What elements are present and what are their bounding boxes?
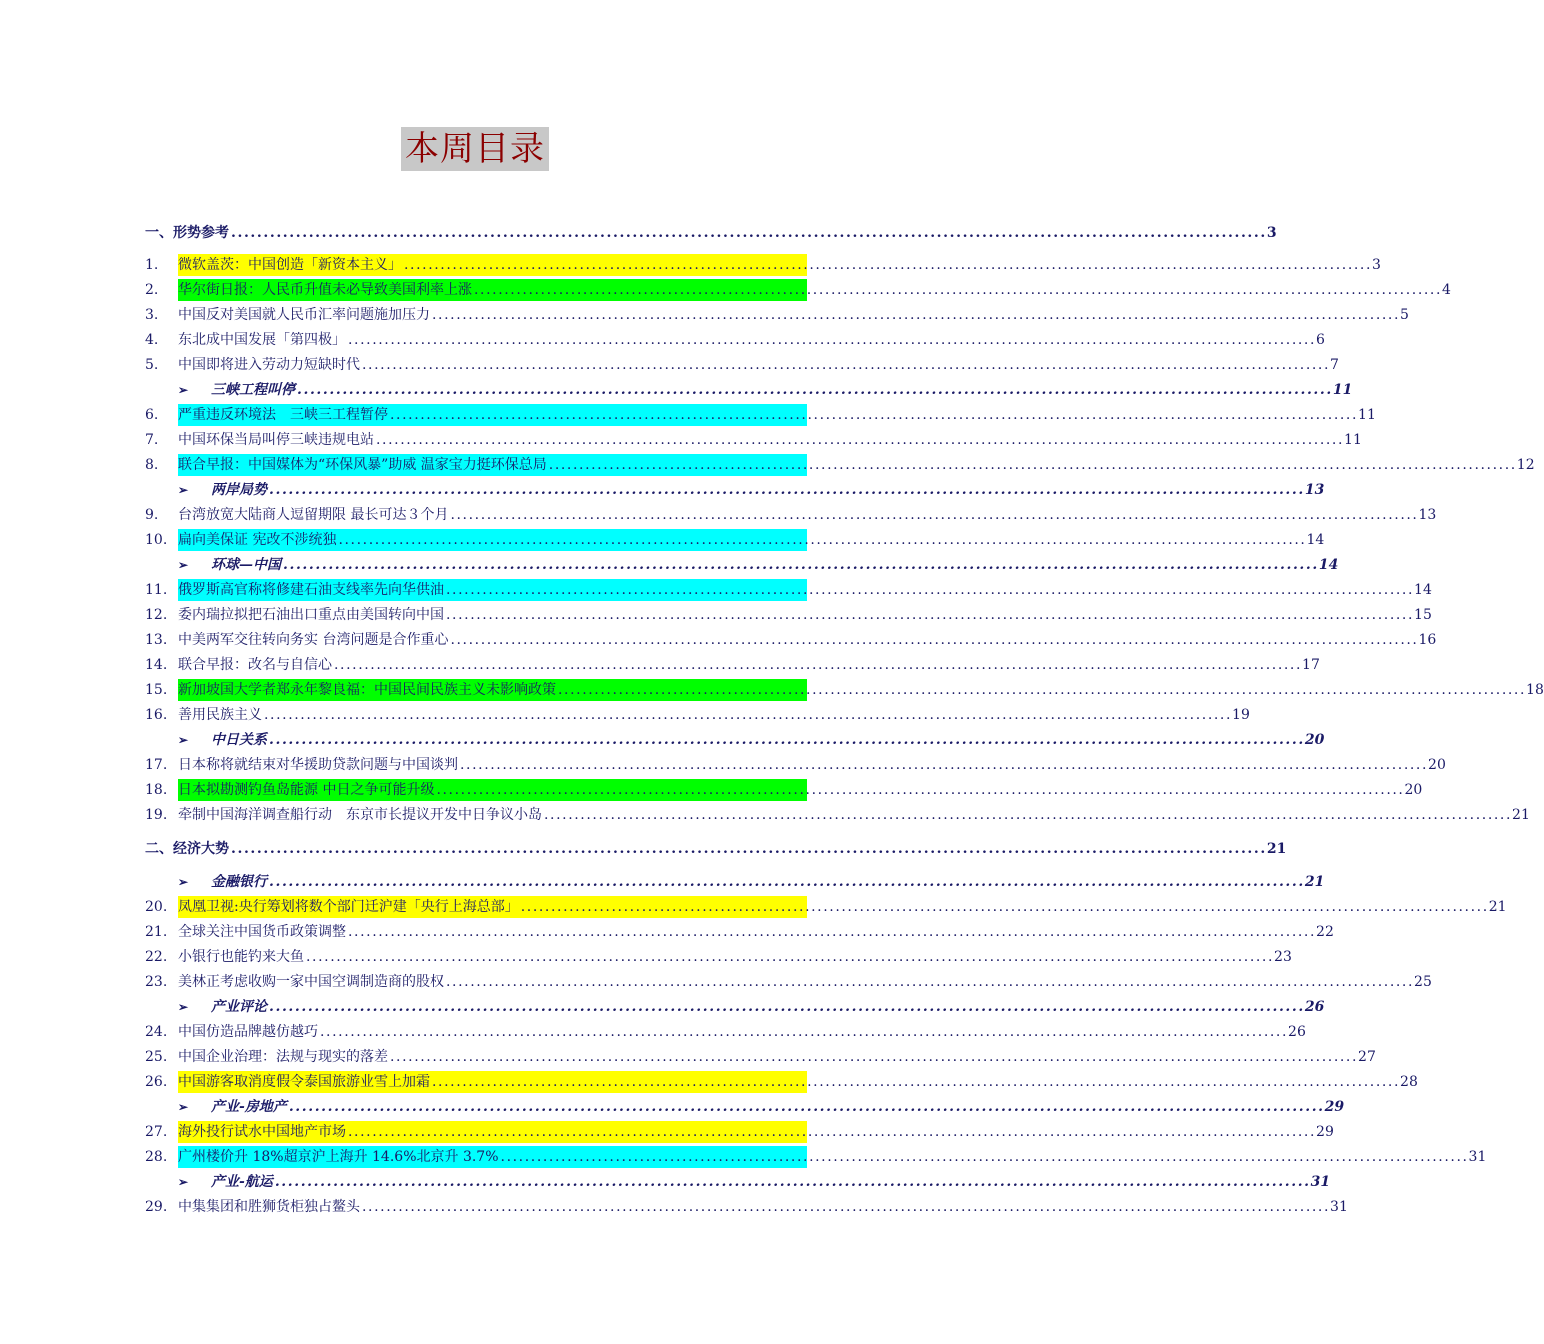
leader-dots: ................................................................................................................................................................: [306, 949, 1275, 965]
toc-entry[interactable]: [145, 1071, 1418, 1093]
toc-entry[interactable]: [145, 579, 1432, 601]
arrow-bullet-icon: ➢: [178, 383, 189, 397]
leader-dots: ................................................................................................................................................................: [390, 1049, 1359, 1065]
page-number: 25: [1414, 974, 1432, 990]
leader-dots: ................................................................................................................................................................: [348, 1124, 1317, 1140]
entry-line: [178, 529, 1325, 551]
leader-dots: ................................................................................................................................................................: [274, 1174, 1311, 1190]
toc-entry[interactable]: [145, 329, 1325, 351]
toc-entry[interactable]: [145, 404, 1376, 426]
page-title: 本周目录: [401, 127, 549, 171]
page-number: 11: [1358, 407, 1376, 423]
entry-number: 10.: [145, 532, 168, 548]
toc-entry[interactable]: [145, 921, 1334, 943]
entry-line: [178, 454, 1535, 476]
leader-dots: ................................................................................................................................................................: [362, 357, 1331, 373]
entry-line: [178, 404, 1376, 426]
entry-title: 凤凰卫视:央行筹划将数个部门迁沪建「央行上海总部」: [178, 899, 519, 915]
entry-number: 16.: [145, 707, 168, 723]
entry-title: 善用民族主义: [178, 707, 262, 723]
leader-dots: ................................................................................................................................................................: [348, 924, 1317, 940]
entry-line: [178, 429, 1362, 451]
leader-dots: ................................................................................................................................................................: [269, 999, 1305, 1015]
page-number: 23: [1274, 949, 1292, 965]
toc-subsection[interactable]: [145, 871, 1325, 893]
leader-dots: ................................................................................................................................................................: [436, 782, 1405, 798]
leader-dots: ................................................................................................................................................................: [446, 974, 1415, 990]
leader-dots: ................................................................................................................................................................: [558, 682, 1527, 698]
entry-number: 28.: [145, 1149, 168, 1165]
entry-number: 6.: [145, 407, 159, 423]
entry-line: [178, 1146, 1487, 1168]
entry-number: 2.: [145, 282, 159, 298]
leader-dots: ................................................................................................................................................................: [334, 657, 1303, 673]
entry-line: [178, 1021, 1306, 1043]
entry-number: 27.: [145, 1124, 168, 1140]
page-number: 4: [1442, 282, 1451, 298]
entry-title: 产业-房地产: [211, 1099, 287, 1115]
page-number: 6: [1316, 332, 1325, 348]
toc-entry[interactable]: [145, 504, 1437, 526]
leader-dots: ................................................................................................................................................................: [362, 1199, 1331, 1215]
toc-subsection[interactable]: [145, 379, 1353, 401]
toc-entry[interactable]: [145, 304, 1409, 326]
toc-entry[interactable]: [145, 1196, 1348, 1218]
page-number: 21: [1488, 899, 1507, 915]
arrow-bullet-icon: ➢: [178, 733, 189, 747]
entry-number: 3.: [145, 307, 159, 323]
entry-number: 4.: [145, 332, 159, 348]
entry-number: 26.: [145, 1074, 168, 1090]
page-number: 18: [1526, 682, 1544, 698]
entry-title: 台湾放宽大陆商人逗留期限 最长可达３个月: [178, 507, 449, 523]
leader-dots: ................................................................................................................................................................: [432, 1074, 1401, 1090]
entry-title: 一、形势参考: [145, 225, 229, 241]
entry-line: [211, 1096, 1345, 1118]
entry-line: [211, 871, 1325, 893]
toc-entry[interactable]: [145, 946, 1292, 968]
entry-line: [211, 554, 1339, 576]
leader-dots: ................................................................................................................................................................: [297, 382, 1333, 398]
toc-section[interactable]: [145, 222, 1277, 244]
toc-entry[interactable]: [145, 896, 1507, 918]
arrow-bullet-icon: ➢: [178, 875, 189, 889]
arrow-bullet-icon: ➢: [178, 1175, 189, 1189]
entry-line: [178, 279, 1451, 301]
entry-title: 中集集团和胜狮货柜独占鳌头: [178, 1199, 360, 1215]
entry-title: 中国反对美国就人民币汇率问题施加压力: [178, 307, 430, 323]
page-number: 14: [1318, 557, 1339, 573]
entry-line: [178, 304, 1409, 326]
entry-line: [178, 1071, 1418, 1093]
entry-number: 1.: [145, 257, 159, 273]
toc-entry[interactable]: [145, 804, 1530, 826]
toc-subsection[interactable]: [145, 1171, 1331, 1193]
arrow-bullet-icon: ➢: [178, 483, 189, 497]
entry-title: 东北成中国发展「第四极」: [178, 332, 346, 348]
entry-number: 17.: [145, 757, 168, 773]
toc-entry[interactable]: [145, 1146, 1487, 1168]
leader-dots: ................................................................................................................................................................: [269, 732, 1305, 748]
entry-line: [178, 254, 1381, 276]
toc-entry[interactable]: [145, 354, 1339, 376]
entry-title: 联合早报：中国媒体为“环保风暴”助威 温家宝力挺环保总局: [178, 457, 547, 473]
entry-number: 21.: [145, 924, 168, 940]
toc-entry[interactable]: [145, 254, 1381, 276]
toc-entry[interactable]: [145, 1046, 1376, 1068]
entry-line: [178, 704, 1250, 726]
entry-number: 11.: [145, 582, 168, 598]
page-number: 26: [1304, 999, 1325, 1015]
entry-line: [178, 654, 1320, 676]
toc-entry[interactable]: [145, 654, 1320, 676]
entry-title: 美林正考虑收购一家中国空调制造商的股权: [178, 974, 444, 990]
page-number: 31: [1468, 1149, 1487, 1165]
entry-title: 小银行也能钓来大鱼: [178, 949, 304, 965]
page-number: 11: [1332, 382, 1353, 398]
entry-number: 29.: [145, 1199, 168, 1215]
entry-number: 15.: [145, 682, 168, 698]
entry-title: 海外投行试水中国地产市场: [178, 1124, 346, 1140]
toc-entry[interactable]: [145, 754, 1446, 776]
page-number: 13: [1418, 507, 1437, 523]
entry-line: [178, 804, 1530, 826]
entry-number: 19.: [145, 807, 168, 823]
leader-dots: ................................................................................................................................................................: [446, 607, 1415, 623]
entry-title: 三峡工程叫停: [211, 382, 295, 398]
entry-title: 中国环保当局叫停三峡违规电站: [178, 432, 374, 448]
entry-title: 日本拟勘测钓鱼岛能源 中日之争可能升级: [178, 782, 435, 798]
entry-title: 联合早报：改名与自信心: [178, 657, 332, 673]
entry-line: [178, 604, 1432, 626]
entry-title: 俄罗斯高官称将修建石油支线率先向华供油: [178, 582, 444, 598]
entry-number: 25.: [145, 1049, 168, 1065]
entry-line: [178, 579, 1432, 601]
toc-subsection[interactable]: [145, 996, 1325, 1018]
entry-line: [178, 1046, 1376, 1068]
arrow-bullet-icon: ➢: [178, 1000, 189, 1014]
entry-title: 中国即将进入劳动力短缺时代: [178, 357, 360, 373]
entry-number: 5.: [145, 357, 159, 373]
entry-line: [178, 779, 1423, 801]
page-number: 21: [1512, 807, 1530, 823]
entry-title: 金融银行: [211, 874, 267, 890]
entry-line: [211, 1171, 1331, 1193]
leader-dots: ................................................................................................................................................................: [376, 432, 1345, 448]
leader-dots: ................................................................................................................................................................: [432, 307, 1401, 323]
entry-title: 二、经济大势: [145, 841, 229, 857]
leader-dots: ................................................................................................................................................................: [446, 582, 1415, 598]
entry-line: [178, 329, 1325, 351]
entry-number: 23.: [145, 974, 168, 990]
entry-title: 两岸局势: [211, 482, 267, 498]
entry-line: [178, 921, 1334, 943]
page-number: 26: [1288, 1024, 1306, 1040]
page-number: 22: [1316, 924, 1334, 940]
entry-title: 日本称将就结束对华援助贷款问题与中国谈判: [178, 757, 458, 773]
page-number: 5: [1400, 307, 1409, 323]
entry-title: 中国游客取消度假令泰国旅游业雪上加霜: [178, 1074, 430, 1090]
page-number: 31: [1310, 1174, 1331, 1190]
entry-number: 12.: [145, 607, 168, 623]
leader-dots: ................................................................................................................................................................: [404, 257, 1373, 273]
toc-entry[interactable]: [145, 779, 1423, 801]
page-number: 12: [1516, 457, 1535, 473]
toc-entry[interactable]: [145, 1121, 1334, 1143]
page-number: 27: [1358, 1049, 1376, 1065]
entry-title: 中美两军交往转向务实 台湾问题是合作重心: [178, 632, 449, 648]
leader-dots: ................................................................................................................................................................: [544, 807, 1513, 823]
entry-line: [145, 222, 1277, 244]
entry-title: 扁向美保证 宪改不涉统独: [178, 532, 337, 548]
entry-line: [211, 379, 1353, 401]
page-number: 17: [1302, 657, 1320, 673]
leader-dots: ................................................................................................................................................................: [520, 899, 1489, 915]
leader-dots: ................................................................................................................................................................: [231, 225, 1267, 241]
page-number: 28: [1400, 1074, 1418, 1090]
entry-line: [178, 629, 1437, 651]
toc-entry[interactable]: [145, 529, 1325, 551]
entry-number: 14.: [145, 657, 168, 673]
leader-dots: ................................................................................................................................................................: [450, 632, 1419, 648]
toc-entry[interactable]: [145, 971, 1432, 993]
toc-entry[interactable]: [145, 704, 1250, 726]
entry-title: 中国仿造品牌越仿越巧: [178, 1024, 318, 1040]
leader-dots: ................................................................................................................................................................: [283, 557, 1319, 573]
leader-dots: ................................................................................................................................................................: [288, 1099, 1325, 1115]
leader-dots: ................................................................................................................................................................: [269, 874, 1305, 890]
page-number: 3: [1372, 257, 1381, 273]
entry-line: [178, 896, 1507, 918]
page-number: 19: [1232, 707, 1250, 723]
entry-title: 新加坡国大学者郑永年黎良福：中国民间民族主义未影响政策: [178, 682, 556, 698]
entry-line: [145, 838, 1287, 860]
leader-dots: ................................................................................................................................................................: [390, 407, 1359, 423]
entry-title: 产业评论: [211, 999, 267, 1015]
leader-dots: ................................................................................................................................................................: [450, 507, 1419, 523]
entry-line: [178, 971, 1432, 993]
leader-dots: ................................................................................................................................................................: [269, 482, 1305, 498]
leader-dots: ................................................................................................................................................................: [460, 757, 1429, 773]
page-number: 29: [1316, 1124, 1334, 1140]
entry-line: [178, 1196, 1348, 1218]
entry-title: 中国企业治理：法规与现实的落差: [178, 1049, 388, 1065]
entry-line: [178, 504, 1437, 526]
page-number: 16: [1418, 632, 1437, 648]
entry-number: 9.: [145, 507, 159, 523]
entry-title: 全球关注中国货币政策调整: [178, 924, 346, 940]
page-number: 15: [1414, 607, 1432, 623]
entry-number: 8.: [145, 457, 159, 473]
toc-section[interactable]: [145, 838, 1287, 860]
page-number: 3: [1266, 225, 1277, 241]
toc-subsection[interactable]: [145, 554, 1339, 576]
toc-entry[interactable]: [145, 1021, 1306, 1043]
title-wrap: [0, 127, 950, 171]
arrow-bullet-icon: ➢: [178, 1100, 189, 1114]
page-number: 29: [1324, 1099, 1345, 1115]
entry-title: 环球—中国: [211, 557, 281, 573]
leader-dots: ................................................................................................................................................................: [548, 457, 1517, 473]
leader-dots: ................................................................................................................................................................: [474, 282, 1443, 298]
leader-dots: ................................................................................................................................................................: [231, 841, 1267, 857]
entry-number: 13.: [145, 632, 168, 648]
toc-entry[interactable]: [145, 629, 1437, 651]
entry-line: [178, 679, 1544, 701]
page-number: 21: [1266, 841, 1287, 857]
entry-title: 产业-航运: [211, 1174, 273, 1190]
entry-line: [211, 479, 1325, 501]
leader-dots: ................................................................................................................................................................: [500, 1149, 1469, 1165]
toc-entry[interactable]: [145, 679, 1544, 701]
entry-title: 广州楼价升 18%超京沪上海升 14.6%北京升 3.7%: [178, 1149, 499, 1165]
leader-dots: ................................................................................................................................................................: [264, 707, 1233, 723]
toc-subsection[interactable]: [145, 479, 1325, 501]
page-number: 21: [1304, 874, 1325, 890]
toc-subsection[interactable]: [145, 1096, 1345, 1118]
page-number: 7: [1330, 357, 1339, 373]
entry-number: 18.: [145, 782, 168, 798]
entry-title: 微软盖茨：中国创造「新资本主义」: [178, 257, 402, 273]
entry-line: [178, 946, 1292, 968]
arrow-bullet-icon: ➢: [178, 558, 189, 572]
entry-title: 委内瑞拉拟把石油出口重点由美国转向中国: [178, 607, 444, 623]
entry-line: [211, 729, 1325, 751]
toc-entry[interactable]: [145, 604, 1432, 626]
entry-number: 20.: [145, 899, 168, 915]
entry-number: 7.: [145, 432, 159, 448]
page-number: 20: [1404, 782, 1423, 798]
toc-entry[interactable]: [145, 279, 1451, 301]
entry-title: 中日关系: [211, 732, 267, 748]
leader-dots: ................................................................................................................................................................: [320, 1024, 1289, 1040]
page-number: 20: [1428, 757, 1446, 773]
toc-entry[interactable]: [145, 454, 1535, 476]
toc-subsection[interactable]: [145, 729, 1325, 751]
entry-title: 严重违反环境法 三峡三工程暂停: [178, 407, 388, 423]
page-number: 20: [1304, 732, 1325, 748]
leader-dots: ................................................................................................................................................................: [348, 332, 1317, 348]
page-number: 11: [1344, 432, 1362, 448]
page-number: 13: [1304, 482, 1325, 498]
entry-number: 22.: [145, 949, 168, 965]
page-number: 14: [1306, 532, 1325, 548]
entry-line: [178, 1121, 1334, 1143]
entry-title: 牵制中国海洋调查船行动 东京市长提议开发中日争议小岛: [178, 807, 542, 823]
page-number: 31: [1330, 1199, 1348, 1215]
entry-line: [178, 354, 1339, 376]
entry-number: 24.: [145, 1024, 168, 1040]
entry-line: [211, 996, 1325, 1018]
entry-title: 华尔街日报：人民币升值未必导致美国利率上涨: [178, 282, 472, 298]
toc-entry[interactable]: [145, 429, 1362, 451]
page-number: 14: [1414, 582, 1432, 598]
entry-line: [178, 754, 1446, 776]
leader-dots: ................................................................................................................................................................: [338, 532, 1307, 548]
